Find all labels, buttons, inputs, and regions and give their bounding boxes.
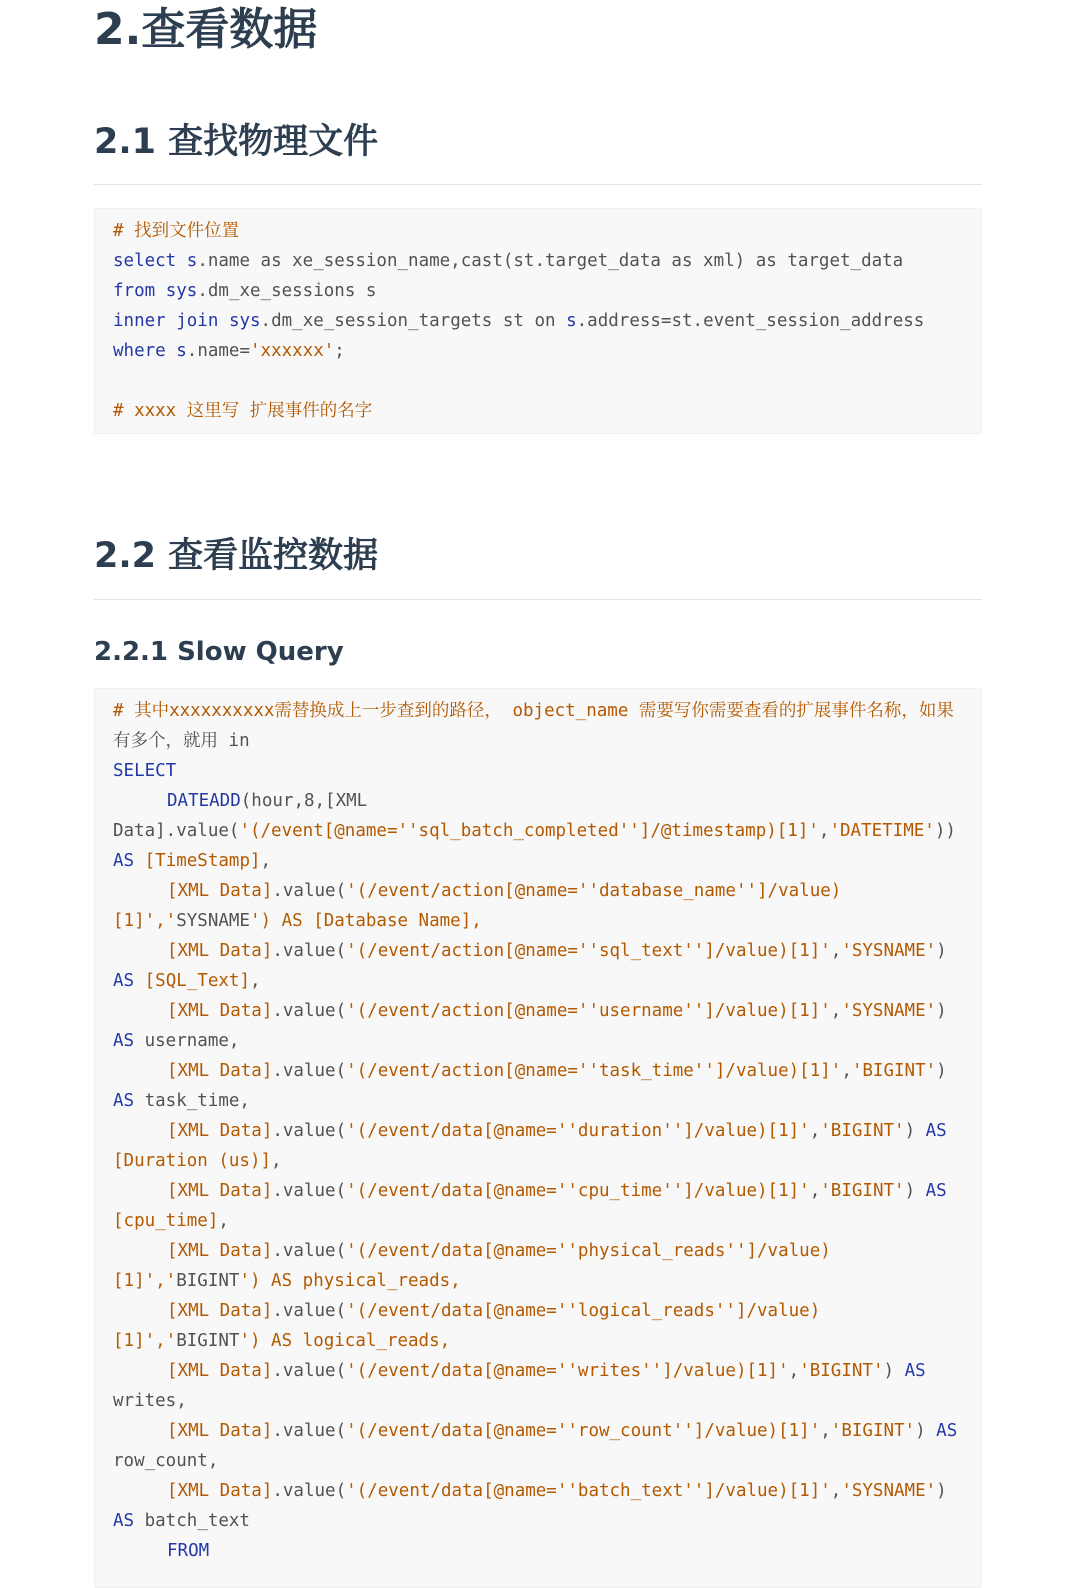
code-line: AS [TimeStamp], xyxy=(113,851,272,871)
code-line: 有多个，就用 in xyxy=(113,731,250,751)
code-line xyxy=(113,366,973,396)
code-slow-lines xyxy=(113,696,973,1566)
code-line: from sys.dm_xe_sessions s xyxy=(113,281,377,301)
section-title-view-data: 2.查看数据 xyxy=(94,4,318,55)
code-line: AS task_time, xyxy=(113,1091,250,1111)
code-line: [cpu_time], xyxy=(113,1211,229,1231)
code-line: SELECT xyxy=(113,761,177,781)
code-line: [1]','BIGINT') AS physical_reads, xyxy=(113,1271,461,1291)
code-line: [XML Data].value('(/event/action[@name=''username'']/value)[1]','SYSNAME') xyxy=(167,1001,947,1021)
code-find-lines xyxy=(113,216,973,426)
code-line: FROM xyxy=(167,1541,210,1561)
heading-divider xyxy=(94,184,982,185)
code-line: inner join sys.dm_xe_session_targets st on s.address=st.event_session_address xyxy=(113,311,925,331)
code-line: [Duration (us)], xyxy=(113,1151,282,1171)
subsection-title-slow-query: 2.2.1 Slow Query xyxy=(94,637,344,667)
code-line: [XML Data].value('(/event/data[@name=''physical_reads'']/value) xyxy=(167,1241,831,1261)
code-line: # xxxx 这里写 扩展事件的名字 xyxy=(113,401,373,421)
code-line: where s.name='xxxxxx'; xyxy=(113,341,345,361)
code-line: select s.name as xe_session_name,cast(st.target_data as xml) as target_data xyxy=(113,251,904,271)
code-line: [XML Data].value('(/event/data[@name=''duration'']/value)[1]','BIGINT') AS xyxy=(167,1121,947,1141)
section-title-find-physical-file: 2.1 查找物理文件 xyxy=(94,122,379,162)
code-line: [XML Data].value('(/event/data[@name=''cpu_time'']/value)[1]','BIGINT') AS xyxy=(167,1181,947,1201)
code-block-find-file xyxy=(94,208,982,434)
code-line: [XML Data].value('(/event/action[@name=''task_time'']/value)[1]','BIGINT') xyxy=(167,1061,947,1081)
code-line: AS batch_text xyxy=(113,1511,250,1531)
code-line: [XML Data].value('(/event/data[@name=''logical_reads'']/value) xyxy=(167,1301,821,1321)
code-line: AS [SQL_Text], xyxy=(113,971,261,991)
code-line: # 找到文件位置 xyxy=(113,221,240,241)
code-line: [XML Data].value('(/event/action[@name=''sql_text'']/value)[1]','SYSNAME') xyxy=(167,941,947,961)
section-title-view-monitoring-data: 2.2 查看监控数据 xyxy=(94,536,379,576)
code-line: [XML Data].value('(/event/data[@name=''batch_text'']/value)[1]','SYSNAME') xyxy=(167,1481,947,1501)
code-line: [1]','SYSNAME') AS [Database Name], xyxy=(113,911,482,931)
code-line: [XML Data].value('(/event/data[@name=''row_count'']/value)[1]','BIGINT') AS xyxy=(167,1421,958,1441)
code-block-slow-query xyxy=(94,688,982,1588)
code-line: writes, xyxy=(113,1391,187,1411)
code-line: [1]','BIGINT') AS logical_reads, xyxy=(113,1331,451,1351)
code-line: [XML Data].value('(/event/action[@name=''database_name'']/value) xyxy=(167,881,842,901)
code-line: DATEADD(hour,8,[XML xyxy=(167,791,368,811)
code-line: row_count, xyxy=(113,1451,219,1471)
code-line: [XML Data].value('(/event/data[@name=''writes'']/value)[1]','BIGINT') AS xyxy=(167,1361,926,1381)
code-line: Data].value('(/event[@name=''sql_batch_completed'']/@timestamp)[1]','DATETIME')) xyxy=(113,821,956,841)
code-line: AS username, xyxy=(113,1031,240,1051)
code-line: # 其中xxxxxxxxxx需替换成上一步查到的路径， object_name 需要写你需要查看的扩展事件名称，如果 xyxy=(113,701,954,721)
heading-divider xyxy=(94,599,982,600)
